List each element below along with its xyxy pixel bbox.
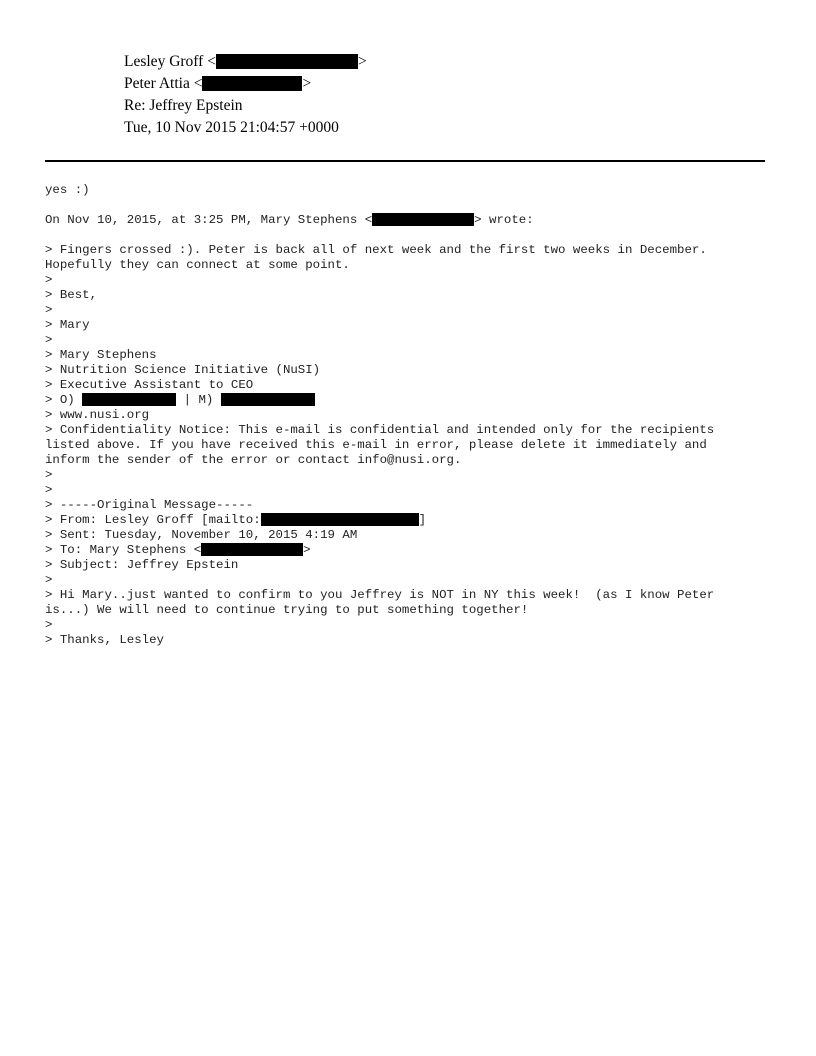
redaction-block <box>82 393 176 406</box>
redaction-block <box>221 393 315 406</box>
quoted-line: > <box>45 273 53 287</box>
quoted-line: > <box>45 468 53 482</box>
signature-org: > Nutrition Science Initiative (NuSI) <box>45 363 321 377</box>
redaction-block <box>202 76 302 91</box>
to-close: > <box>302 75 312 92</box>
original-body-line: is...) We will need to continue trying to put something together! <box>45 603 529 617</box>
original-subject-line: > Subject: Jeffrey Epstein <box>45 558 239 572</box>
quoted-line: > <box>45 573 53 587</box>
original-to-post: > <box>303 543 311 557</box>
quoted-line: > Fingers crossed :). Peter is back all of next week and the first two weeks in December. <box>45 243 707 257</box>
original-message-header: > -----Original Message----- <box>45 498 254 512</box>
quoted-line: > <box>45 303 53 317</box>
redaction-block <box>216 54 358 69</box>
blank-line <box>45 228 765 243</box>
signature-name: > Mary Stephens <box>45 348 157 362</box>
header-divider <box>45 160 765 162</box>
attribution-pre: On Nov 10, 2015, at 3:25 PM, Mary Stephens < <box>45 213 373 227</box>
signature-title: > Executive Assistant to CEO <box>45 378 254 392</box>
from-value <box>124 51 367 73</box>
blank-line <box>45 198 765 213</box>
subject-value: Re: Jeffrey Epstein <box>124 97 243 114</box>
attribution-post: > wrote: <box>474 213 534 227</box>
original-to-pre: > To: Mary Stephens < <box>45 543 202 557</box>
original-sent-line: > Sent: Tuesday, November 10, 2015 4:19 AM <box>45 528 358 542</box>
phone-office-label: > O) <box>45 393 83 407</box>
confidentiality-line: inform the sender of the error or contact info@nusi.org. <box>45 453 462 467</box>
original-from-pre: > From: Lesley Groff [mailto: <box>45 513 261 527</box>
quoted-line: > <box>45 618 53 632</box>
redaction-block <box>201 543 303 556</box>
quoted-line: > <box>45 483 53 497</box>
original-body-line: > Hi Mary..just wanted to confirm to you Jeffrey is NOT in NY this week! (as I know Peter <box>45 588 715 602</box>
phone-mobile-label: | M) <box>176 393 221 407</box>
original-from-post: ] <box>418 513 427 527</box>
to-value <box>124 73 311 95</box>
from-close: > <box>357 53 367 70</box>
signature-phone <box>45 393 765 408</box>
redaction-block <box>372 213 474 226</box>
confidentiality-line: listed above. If you have received this e-mail in error, please delete it immediately and <box>45 438 707 452</box>
reply-text: yes :) <box>45 183 90 197</box>
original-thanks-line: > Thanks, Lesley <box>45 633 164 647</box>
from-name: Lesley Groff < <box>124 53 216 70</box>
original-to-line <box>45 543 765 558</box>
quoted-line: > Mary <box>45 318 90 332</box>
date-value: Tue, 10 Nov 2015 21:04:57 +0000 <box>124 119 339 136</box>
attribution-line <box>45 213 765 228</box>
email-body <box>45 183 765 648</box>
original-from-line <box>45 513 765 528</box>
confidentiality-line: > Confidentiality Notice: This e-mail is confidential and intended only for the recipients <box>45 423 715 437</box>
quoted-line: > <box>45 333 53 347</box>
signature-website: > www.nusi.org <box>45 408 150 422</box>
redaction-block <box>261 513 419 526</box>
quoted-line: > Best, <box>45 288 98 302</box>
quoted-line: Hopefully they can connect at some point. <box>45 258 350 272</box>
to-name: Peter Attia < <box>124 75 203 92</box>
